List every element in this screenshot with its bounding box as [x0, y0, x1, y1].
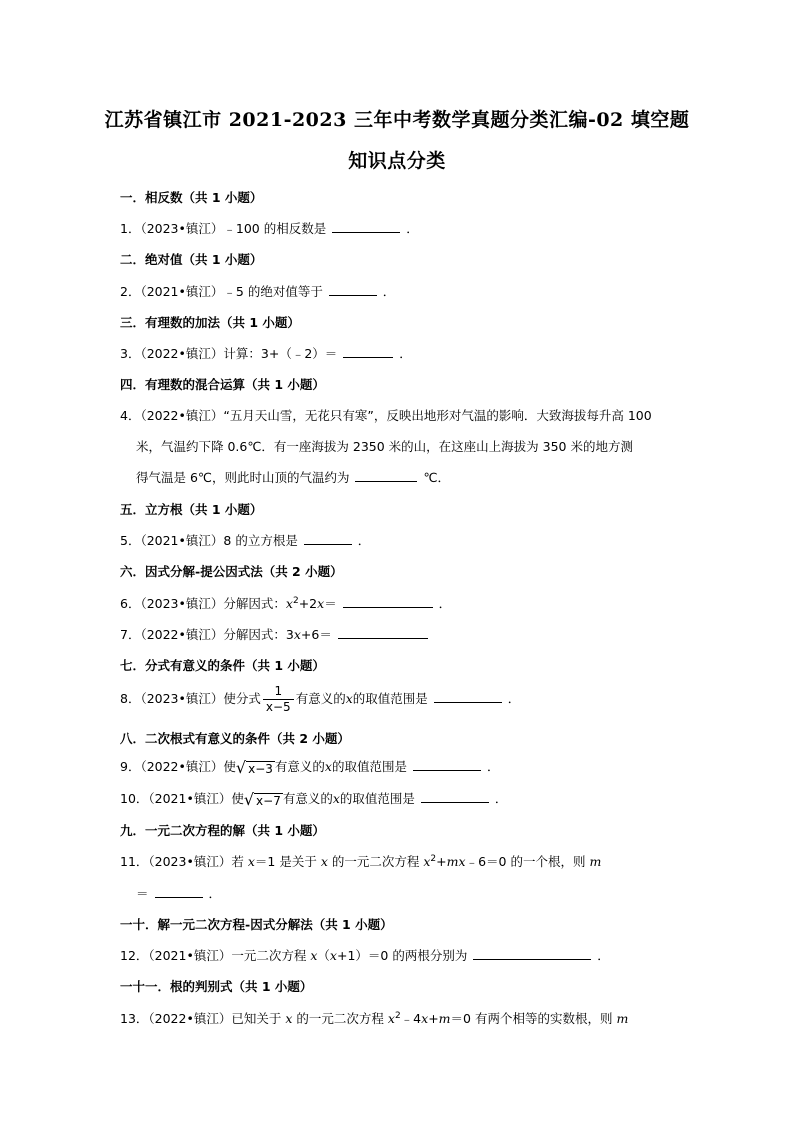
question-text: 1．（2023•镇江）﹣100 的相反数是 — [120, 221, 327, 236]
math-text: + — [428, 1011, 439, 1026]
question-text: 12．（2021•镇江）一元二次方程 — [120, 948, 307, 963]
math-var: x — [324, 759, 332, 774]
section-heading-8: 八．二次根式有意义的条件（共 2 小题） — [120, 731, 350, 746]
question-text: 10．（2021•镇江）使 — [120, 791, 244, 806]
question-11-line1 — [120, 852, 601, 870]
math-var: m — [589, 854, 602, 869]
math-var: x — [421, 1011, 429, 1026]
question-punct: ． — [597, 948, 610, 963]
math-var: x — [247, 854, 255, 869]
question-text: 2．（2021•镇江）﹣5 的绝对值等于 — [120, 284, 323, 299]
question-punct: ． — [406, 221, 419, 236]
math-text: +2 — [298, 596, 318, 611]
question-text: 有意义的 — [274, 759, 325, 774]
question-text: 5．（2021•镇江）8 的立方根是 — [120, 533, 298, 548]
question-1 — [120, 219, 419, 237]
question-punct: ． — [507, 691, 521, 706]
answer-blank[interactable] — [473, 946, 591, 960]
question-text: 的一元二次方程 — [296, 1011, 384, 1026]
radical-sign-icon: √ — [243, 790, 255, 809]
answer-blank[interactable] — [332, 219, 400, 233]
math-exponent: 2 — [394, 1010, 401, 1021]
math-var: x — [310, 948, 318, 963]
question-6 — [120, 594, 451, 612]
math-text: （ — [317, 948, 330, 963]
question-text: +1）＝0 的两根分别为 — [336, 948, 468, 963]
math-var: x — [285, 1011, 293, 1026]
question-text: 13．（2022•镇江）已知关于 — [120, 1011, 282, 1026]
math-text: +6＝ — [300, 627, 332, 642]
math-var: x — [285, 596, 293, 611]
section-heading-11: 一十一．根的判别式（共 1 小题） — [120, 979, 313, 994]
math-var: x — [387, 1011, 395, 1026]
question-2 — [120, 282, 395, 300]
math-var: x — [293, 627, 301, 642]
math-var: m — [616, 1011, 629, 1026]
question-punct: ． — [486, 759, 500, 774]
question-text: 的取值范围是 — [352, 691, 428, 706]
question-4-line2: 米，气温约下降 0.6℃．有一座海拔为 2350 米的山，在这座山上海拔为 350 米的地方测 — [136, 439, 633, 454]
question-text: 3．（2022•镇江）计算：3+（﹣2）＝ — [120, 346, 338, 361]
question-13 — [120, 1009, 628, 1027]
question-text: ﹣6＝0 的一个根，则 — [465, 854, 586, 869]
square-root — [244, 790, 283, 809]
fraction-numerator: 1 — [263, 684, 294, 700]
math-var: x — [320, 854, 328, 869]
question-12 — [120, 946, 610, 964]
section-heading-5: 五．立方根（共 1 小题） — [120, 502, 263, 517]
question-4-line1: 4．（2022•镇江）“五月天山雪，无花只有寒”，反映出地形对气温的影响．大致海拔每升高 100 — [120, 408, 652, 423]
math-var: x — [423, 854, 431, 869]
math-var: x — [329, 948, 337, 963]
answer-blank[interactable] — [355, 468, 417, 482]
question-text: 的取值范围是 — [331, 759, 407, 774]
math-var: m — [446, 854, 459, 869]
question-text: ＝0 有两个相等的实数根，则 — [450, 1011, 613, 1026]
math-exponent: 2 — [292, 595, 299, 606]
document-title-line2: 知识点分类 — [348, 150, 446, 172]
section-heading-7: 七．分式有意义的条件（共 1 小题） — [120, 658, 325, 673]
answer-blank[interactable] — [343, 594, 433, 608]
question-punct: ． — [382, 284, 396, 299]
question-text: 6．（2023•镇江）分解因式： — [120, 596, 286, 611]
question-5 — [120, 531, 370, 549]
section-heading-3: 三．有理数的加法（共 1 小题） — [120, 315, 300, 330]
question-text: 有意义的 — [295, 691, 346, 706]
section-heading-1: 一．相反数（共 1 小题） — [120, 190, 263, 205]
math-text: + — [436, 854, 447, 869]
question-text: 得气温是 6℃，则此时山顶的气温约为 — [136, 470, 350, 485]
answer-blank[interactable] — [434, 689, 502, 703]
math-var: x — [458, 854, 466, 869]
math-var: x — [317, 596, 325, 611]
question-text: ＝1 是关于 — [254, 854, 317, 869]
answer-blank[interactable] — [329, 282, 377, 296]
math-exponent: 2 — [430, 853, 437, 864]
section-heading-2: 二．绝对值（共 1 小题） — [120, 252, 263, 267]
question-9 — [120, 757, 499, 777]
radicand: x−7 — [256, 794, 281, 808]
section-heading-6: 六．因式分解-提公因式法（共 2 小题） — [120, 564, 343, 579]
math-text: ﹣4 — [400, 1011, 422, 1026]
radical-sign-icon: √ — [235, 758, 247, 777]
question-text: 的取值范围是 — [339, 791, 415, 806]
math-var: x — [345, 691, 353, 706]
question-text: 有意义的 — [282, 791, 333, 806]
question-11-line2 — [136, 884, 221, 902]
question-10 — [120, 789, 507, 809]
radicand: x−3 — [248, 762, 273, 776]
question-text: 9．（2022•镇江）使 — [120, 759, 236, 774]
question-text: 7．（2022•镇江）分解因式：3 — [120, 627, 294, 642]
section-heading-4: 四．有理数的混合运算（共 1 小题） — [120, 377, 325, 392]
answer-blank[interactable] — [413, 757, 481, 771]
question-punct: ． — [438, 596, 452, 611]
question-punct: ． — [399, 346, 412, 361]
math-var: x — [332, 791, 340, 806]
answer-blank[interactable] — [421, 789, 489, 803]
question-text: 11．（2023•镇江）若 — [120, 854, 244, 869]
section-heading-10: 一十．解一元二次方程-因式分解法（共 1 小题） — [120, 917, 393, 932]
answer-blank[interactable] — [304, 531, 352, 545]
question-punct: ． — [208, 886, 221, 901]
fraction — [263, 684, 294, 715]
question-3 — [120, 344, 412, 362]
square-root — [236, 758, 275, 777]
question-text: 的一元二次方程 — [331, 854, 420, 869]
question-text: 8．（2023•镇江）使分式 — [120, 691, 261, 706]
question-punct: ． — [357, 533, 371, 548]
fraction-denominator: x−5 — [265, 700, 291, 714]
answer-blank[interactable] — [343, 344, 393, 358]
answer-blank[interactable] — [155, 884, 203, 898]
question-text: ＝ — [136, 886, 149, 901]
math-text: ＝ — [324, 596, 337, 611]
question-7 — [120, 625, 430, 643]
question-punct: ． — [494, 791, 508, 806]
answer-blank[interactable] — [338, 625, 428, 639]
section-heading-9: 九．一元二次方程的解（共 1 小题） — [120, 823, 325, 838]
question-punct: ℃． — [423, 470, 450, 485]
math-var: m — [438, 1011, 451, 1026]
document-title-line1: 江苏省镇江市 2021-2023 三年中考数学真题分类汇编-02 填空题 — [104, 109, 690, 131]
question-4-line3 — [136, 468, 450, 486]
question-8 — [120, 684, 520, 715]
